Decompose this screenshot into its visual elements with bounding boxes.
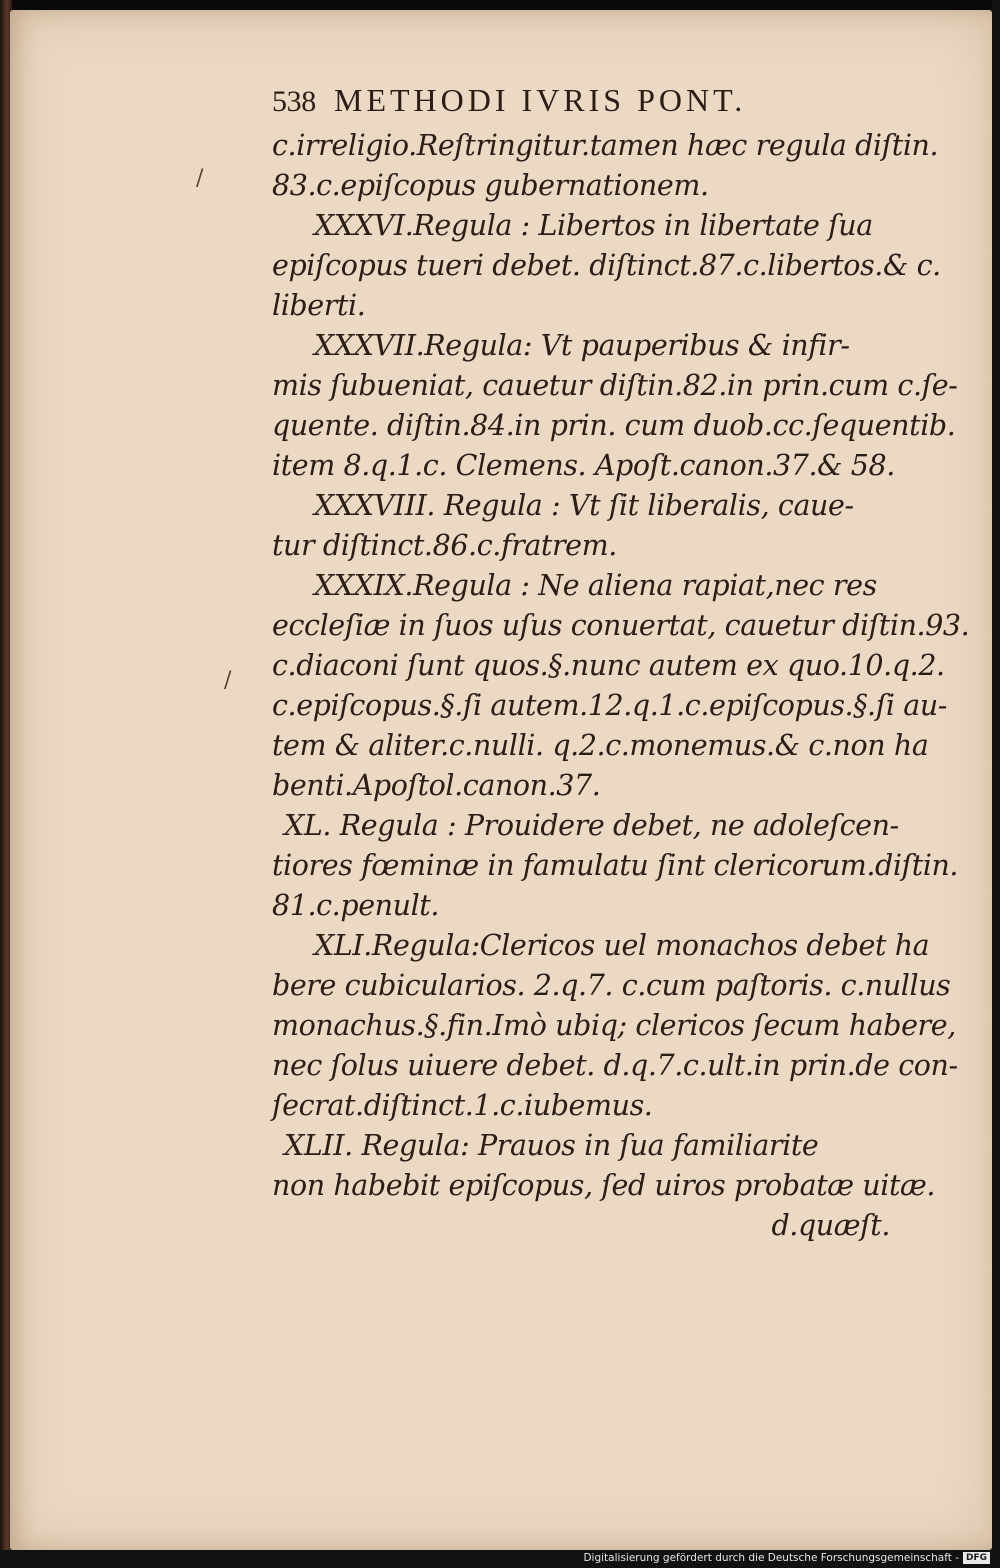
text-line: tem & aliter.c.nulli. q.2.c.monemus.& c.non ha [272,729,929,762]
footer-credit [583,1552,990,1564]
page-number: 538 [272,85,316,118]
text-line: non habebit epiſcopus, ſed uiros probatæ uitæ. [272,1169,936,1202]
text-line: benti.Apoſtol.canon.37. [272,769,601,802]
text-line: quente. diſtin.84.in prin. cum duob.cc.ſequentib. [272,409,956,442]
text-line: liberti. [272,289,366,322]
footer-credit-text: Digitalisierung gefördert durch die Deutsche Forschungsgemeinschaft - [583,1552,959,1564]
running-head: METHODI IVRIS PONT. [334,82,747,118]
text-line: item 8.q.1.c. Clemens. Apoſt.canon.37.& 58. [272,449,895,482]
right-dark-edge [992,0,1000,1568]
text-line: XXXVIII. Regula : Vt ſit liberalis, caue- [314,489,854,522]
text-line: 83.c.epiſcopus gubernationem. [272,169,709,202]
margin-mark-top: / [196,166,204,191]
text-line: c.epiſcopus.§.ſi autem.12.q.1.c.epiſcopus.§.ſi au- [272,689,948,722]
text-line: XLII. Regula: Prauos in ſua familiarite [284,1129,819,1162]
page-header [272,82,912,126]
text-line: monachus.§.fin.Imò ubiq; clericos ſecum habere, [272,1009,956,1042]
margin-mark-middle: / [224,668,232,693]
text-line: c.diaconi ſunt quos.§.nunc autem ex quo.10.q.2. [272,649,945,682]
text-line: epiſcopus tueri debet. diſtinct.87.c.libertos.& c. [272,249,941,282]
text-line: ſecrat.diſtinct.1.c.iubemus. [272,1089,653,1122]
text-line: 81.c.penult. [272,889,439,922]
dfg-logo: DFG [963,1552,990,1564]
text-line: tur diſtinct.86.c.fratrem. [272,529,617,562]
text-line: XXXIX.Regula : Ne aliena rapiat,nec res [314,569,877,602]
text-line: eccleſiæ in ſuos uſus conuertat, cauetur diſtin.93. [272,609,970,642]
text-line: bere cubicularios. 2.q.7. c.cum paſtoris. c.nullus [272,969,951,1002]
text-line: XXXVI.Regula : Libertos in libertate ſua [314,209,873,242]
text-lines [272,126,970,1246]
text-line: d.quæſt. [771,1209,890,1242]
text-block [272,82,970,1246]
text-line: c.irreligio.Reſtringitur.tamen hæc regula diſtin. [272,129,939,162]
text-line: XLI.Regula:Clericos uel monachos debet ha [314,929,930,962]
text-line: XXXVII.Regula: Vt pauperibus & infir- [314,329,850,362]
text-line: mis ſubueniat, cauetur diſtin.82.in prin.cum c.ſe- [272,369,958,402]
text-line: XL. Regula : Prouidere debet, ne adoleſcen- [284,809,899,842]
text-line: tiores fœminæ in famulatu ſint clericorum.diſtin. [272,849,959,882]
text-line: nec ſolus uiuere debet. d.q.7.c.ult.in prin.de con- [272,1049,958,1082]
